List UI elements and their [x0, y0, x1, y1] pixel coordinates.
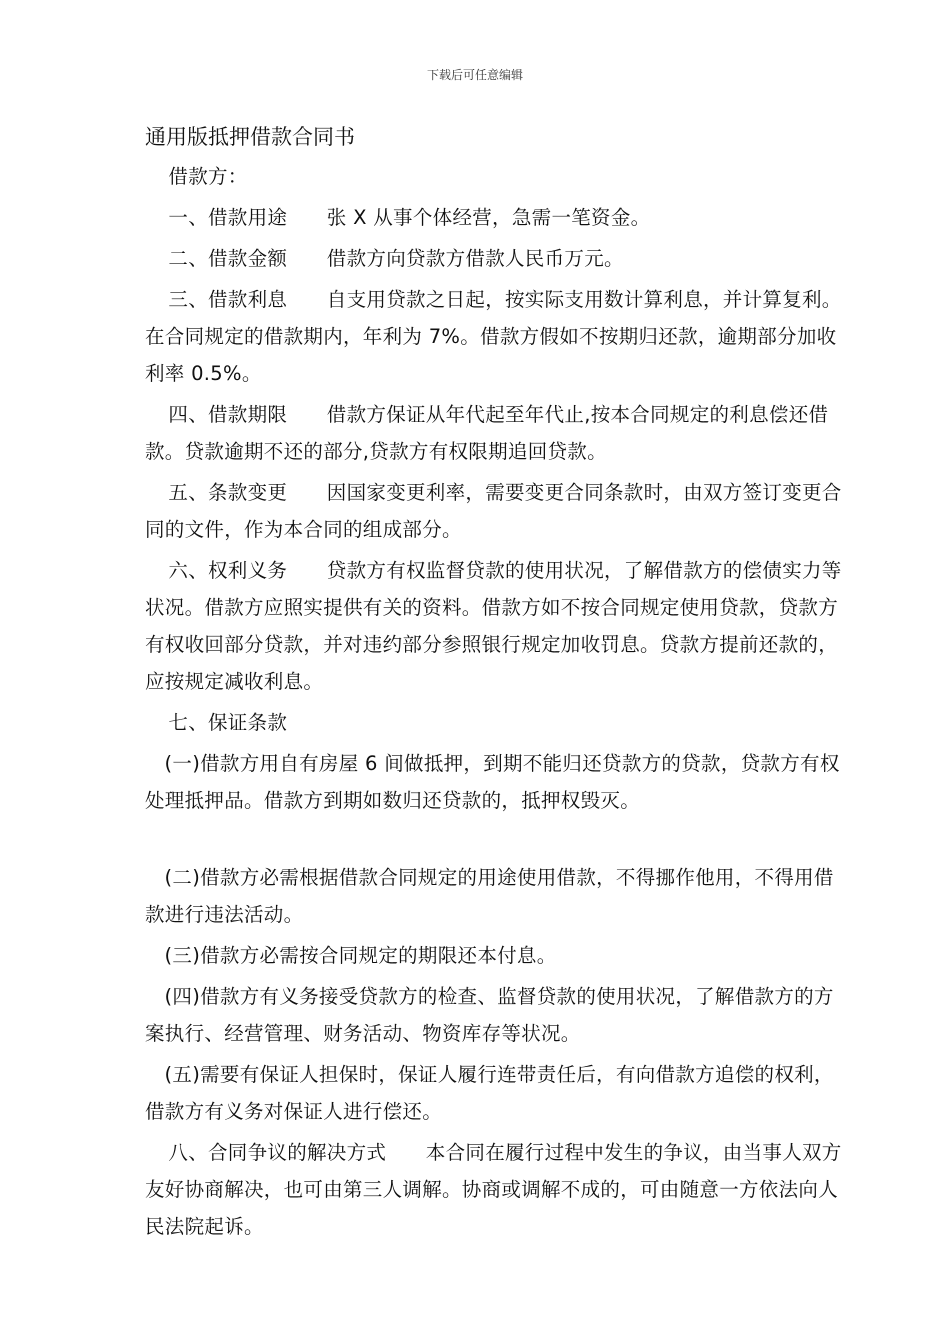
blank-line [145, 823, 845, 859]
paragraph-term: 四、借款期限 借款方保证从年代起至年代止,按本合同规定的利息偿还借款。贷款逾期不还的部分,贷款方有权限期追回贷款。 [145, 403, 829, 463]
paragraph-rights: 六、权利义务 贷款方有权监督贷款的使用状况，了解借款方的偿债实力等状况。借款方应照实提供有关的资料。借款方如不按合同规定使用贷款，贷款方有权收回部分贷款，并对违约部分参照银行规定加收罚息。贷款方提前还款的，应按规定减收利息。 [145, 559, 842, 693]
document-title: 通用版抵押借款合同书 [145, 125, 355, 149]
paragraph-guarantee-4: (四)借款方有义务接受贷款方的检查、监督贷款的使用状况，了解借款方的方案执行、经营管理、财务活动、物资库存等状况。 [145, 985, 834, 1045]
paragraph-change: 五、条款变更 因国家变更利率，需要变更合同条款时，由双方签订变更合同的文件，作为本合同的组成部分。 [145, 481, 842, 541]
document-body [145, 122, 845, 1249]
paragraph-borrower: 借款方： [168, 165, 248, 188]
paragraph-dispute: 八、合同争议的解决方式 本合同在履行过程中发生的争议，由当事人双方友好协商解决，也可由第三人调解。协商或调解不成的，可由随意一方依法向人民法院起诉。 [145, 1141, 842, 1238]
paragraph-purpose: 一、借款用途 张 X 从事个体经营，急需一笔资金。 [168, 206, 651, 229]
page-header: 下载后可任意编辑 [426, 68, 523, 82]
paragraph-guarantee-heading: 七、保证条款 [168, 711, 288, 734]
paragraph-guarantee-1: (一)借款方用自有房屋 6 间做抵押，到期不能归还贷款方的贷款，贷款方有权处理抵押品。借款方到期如数归还贷款的，抵押权毁灭。 [145, 752, 840, 812]
paragraph-guarantee-5: (五)需要有保证人担保时，保证人履行连带责任后，有向借款方追偿的权利，借款方有义务对保证人进行偿还。 [145, 1063, 834, 1123]
paragraph-amount: 二、借款金额 借款方向贷款方借款人民币万元。 [168, 247, 624, 270]
paragraph-guarantee-2: (二)借款方必需根据借款合同规定的用途使用借款，不得挪作他用，不得用借款进行违法活动。 [145, 866, 834, 926]
paragraph-guarantee-3: (三)借款方必需按合同规定的期限还本付息。 [164, 944, 557, 967]
paragraph-interest: 三、借款利息 自支用贷款之日起，按实际支用数计算利息，并计算复利。在合同规定的借款期内，年利为 7%。借款方假如不按期归还款，逾期部分加收利率 0.5%。 [145, 288, 842, 385]
